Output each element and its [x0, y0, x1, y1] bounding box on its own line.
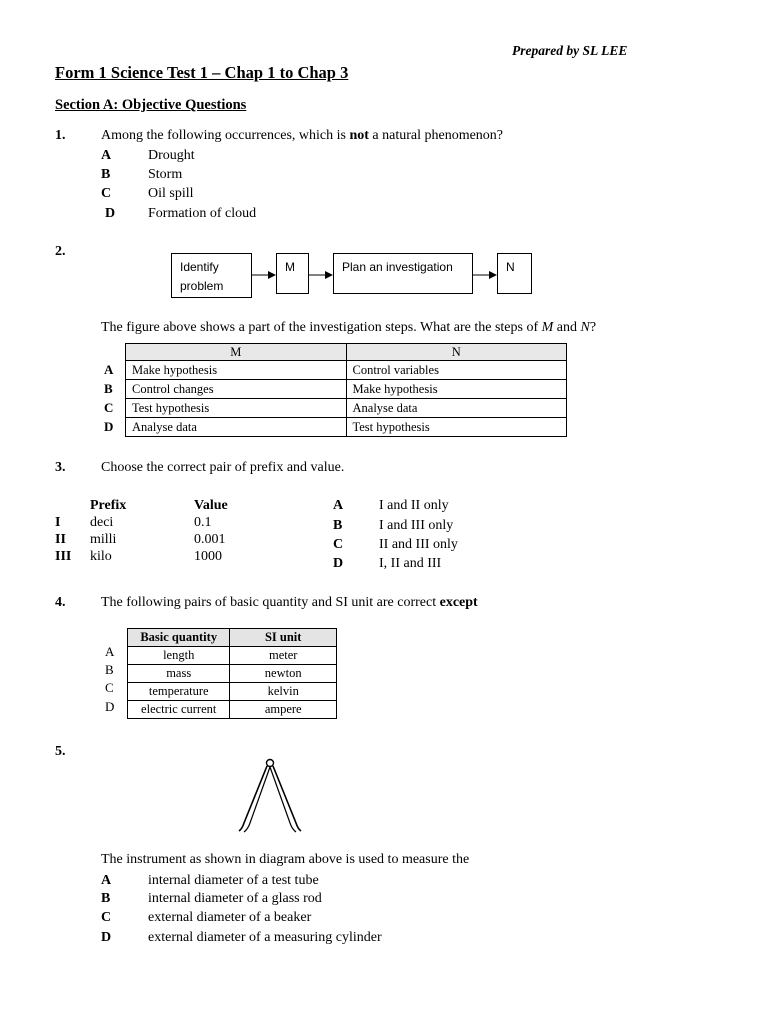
option-letter: A: [101, 148, 112, 163]
table-cell: temperature: [128, 683, 230, 701]
table-cell: Test hypothesis: [126, 399, 347, 418]
table-row: [128, 683, 337, 701]
column-header: Prefix: [90, 498, 127, 513]
option-text: Formation of cloud: [148, 206, 257, 221]
value-cell: 1000: [194, 549, 222, 564]
question-text: The instrument as shown in diagram above is used to measure the: [101, 852, 470, 867]
flow-box-identify-problem: Identify problem: [171, 253, 252, 298]
table-row: [126, 399, 567, 418]
table-row: [126, 361, 567, 380]
option-letter: B: [104, 381, 113, 396]
table-cell: Control variables: [346, 361, 567, 380]
table-cell: newton: [230, 665, 337, 683]
table-cell: Analyse data: [126, 418, 347, 437]
option-letter: D: [101, 930, 112, 945]
column-header: SI unit: [230, 629, 337, 647]
question-number: 5.: [55, 744, 66, 759]
table-header-row: [128, 629, 337, 647]
column-header: Basic quantity: [128, 629, 230, 647]
option-letter: B: [105, 662, 114, 677]
option-text: external diameter of a beaker: [148, 910, 312, 925]
option-letter: C: [104, 400, 114, 415]
option-letter: B: [101, 167, 111, 182]
option-text: Oil spill: [148, 186, 194, 201]
table-cell: Make hypothesis: [346, 380, 567, 399]
flow-box-plan-investigation: Plan an investigation: [333, 253, 473, 294]
option-text: Storm: [148, 167, 183, 182]
prefix-cell: kilo: [90, 549, 112, 564]
table-cell: mass: [128, 665, 230, 683]
option-text: Drought: [148, 148, 195, 163]
table-row: [128, 665, 337, 683]
option-text: I and III only: [379, 518, 454, 533]
table-row: [126, 418, 567, 437]
table-cell: kelvin: [230, 683, 337, 701]
prepared-by: Prepared by SL LEE: [512, 43, 628, 58]
table-cell: electric current: [128, 701, 230, 719]
table-header-row: [126, 344, 567, 361]
option-letter: D: [333, 556, 344, 571]
calipers-icon: [236, 757, 306, 835]
table-row: [126, 380, 567, 399]
table-cell: Test hypothesis: [346, 418, 567, 437]
option-text: I and II only: [379, 498, 449, 513]
flow-arrows: [0, 0, 768, 320]
quantity-unit-table: [127, 628, 337, 719]
question-number: 3.: [55, 460, 66, 475]
question-text: Among the following occurrences, which is not a natural phenomenon?: [101, 128, 504, 143]
column-header: Value: [194, 498, 228, 513]
option-text: II and III only: [379, 537, 458, 552]
prefix-cell: deci: [90, 515, 114, 530]
section-heading: Section A: Objective Questions: [55, 97, 247, 113]
roman-numeral: I: [55, 515, 61, 530]
option-text: internal diameter of a test tube: [148, 873, 319, 888]
table-cell: meter: [230, 647, 337, 665]
roman-numeral: III: [55, 549, 72, 564]
question-text: The figure above shows a part of the investigation steps. What are the steps of M and N?: [101, 320, 597, 335]
option-letter: C: [105, 680, 114, 695]
table-cell: Make hypothesis: [126, 361, 347, 380]
prefix-cell: milli: [90, 532, 117, 547]
value-cell: 0.001: [194, 532, 226, 547]
option-letter: A: [333, 498, 344, 513]
option-letter: D: [105, 699, 115, 714]
question-number: 2.: [55, 244, 66, 259]
option-letter: A: [104, 362, 114, 377]
option-text: external diameter of a measuring cylinder: [148, 930, 382, 945]
flow-box-m: M: [276, 253, 309, 294]
option-letter: A: [105, 644, 115, 659]
table-row: [128, 701, 337, 719]
value-cell: 0.1: [194, 515, 212, 530]
option-letter: B: [101, 891, 111, 906]
flow-box-n: N: [497, 253, 532, 294]
question-text: Choose the correct pair of prefix and value.: [101, 460, 345, 475]
column-header: M: [126, 344, 347, 361]
question-number: 4.: [55, 595, 66, 610]
option-letter: B: [333, 518, 343, 533]
column-header: N: [346, 344, 567, 361]
option-letter: C: [101, 910, 112, 925]
question-text: The following pairs of basic quantity and SI unit are correct except: [101, 595, 478, 610]
option-text: internal diameter of a glass rod: [148, 891, 322, 906]
option-letter: D: [105, 206, 116, 221]
option-text: I, II and III: [379, 556, 442, 571]
table-cell: ampere: [230, 701, 337, 719]
page-title: Form 1 Science Test 1 – Chap 1 to Chap 3: [55, 63, 349, 82]
steps-table: [125, 343, 567, 437]
question-number: 1.: [55, 128, 66, 143]
roman-numeral: II: [55, 532, 66, 547]
option-letter: C: [101, 186, 112, 201]
table-row: [128, 647, 337, 665]
option-letter: C: [333, 537, 344, 552]
option-letter: D: [104, 419, 114, 434]
table-cell: Control changes: [126, 380, 347, 399]
table-cell: length: [128, 647, 230, 665]
table-cell: Analyse data: [346, 399, 567, 418]
option-letter: A: [101, 873, 112, 888]
